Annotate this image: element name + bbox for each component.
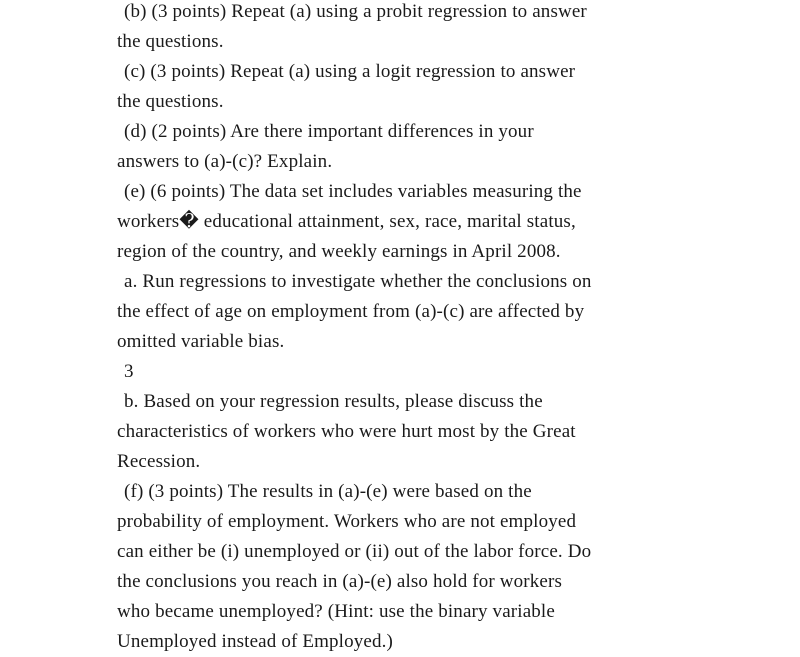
page-number: 3 [124, 361, 134, 382]
text-line: characteristics of workers who were hurt most by the Great [117, 421, 576, 442]
text-line: omitted variable bias. [117, 331, 285, 352]
text-line: answers to (a)-(c)? Explain. [117, 151, 333, 172]
text-line: (c) (3 points) Repeat (a) using a logit regression to answer [124, 61, 576, 82]
document-body [117, 0, 717, 657]
text-line: can either be (i) unemployed or (ii) out of the labor force. Do [117, 541, 592, 562]
text-line: region of the country, and weekly earnings in April 2008. [117, 241, 561, 262]
text-line: who became unemployed? (Hint: use the binary variable [117, 601, 555, 622]
text-line: (b) (3 points) Repeat (a) using a probit regression to answer [124, 1, 587, 22]
text-line: the effect of age on employment from (a)-(c) are affected by [117, 301, 585, 322]
text-line: workers� educational attainment, sex, race, marital status, [117, 211, 576, 232]
text-line: probability of employment. Workers who are not employed [117, 511, 577, 532]
text-line: a. Run regressions to investigate whether the conclusions on [124, 271, 592, 292]
text-line: the conclusions you reach in (a)-(e) also hold for workers [117, 571, 563, 592]
text-line: Recession. [117, 451, 201, 472]
text-line: (d) (2 points) Are there important differences in your [124, 121, 534, 142]
text-line: b. Based on your regression results, please discuss the [124, 391, 543, 412]
text-line: (f) (3 points) The results in (a)-(e) were based on the [124, 481, 532, 502]
text-line: the questions. [117, 91, 224, 112]
text-line: the questions. [117, 31, 224, 52]
text-line: Unemployed instead of Employed.) [117, 631, 394, 652]
text-line: (e) (6 points) The data set includes variables measuring the [124, 181, 582, 202]
